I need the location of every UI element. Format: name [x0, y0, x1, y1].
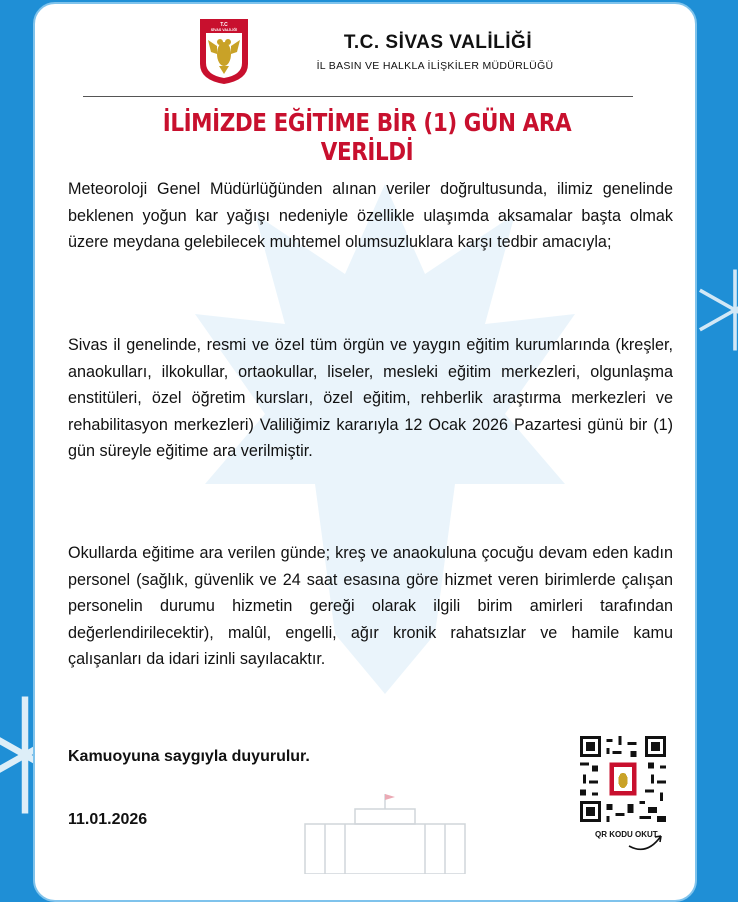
closing-text: Kamuoyuna saygıyla duyurulur. — [68, 748, 310, 765]
seal-bottom-text: SİVAS VALİLİĞİ — [210, 28, 238, 32]
seal-top-text: T.C — [220, 22, 228, 28]
qr-caption: QR KODU OKUT — [595, 830, 658, 839]
headline: İLİMİZDE EĞİTİME BİR (1) GÜN ARA VERİLDİ — [162, 108, 572, 166]
body-paragraph-1: Meteoroloji Genel Müdürlüğünden alınan veriler doğrultusunda, ilimiz genelinde beklenen yoğun kar yağışı nedeniyle özellikle ulaşımda aksamalar başta olmak üzere meydana gelebilecek muhtemel olumsuzluklara karşı tedbir amacıyla; — [68, 180, 673, 251]
institution-name: T.C. SİVAS VALİLİĞİ — [343, 32, 533, 53]
qr-code-icon[interactable] — [580, 736, 666, 822]
sivas-governorship-seal-icon — [197, 16, 251, 86]
snowflake-icon — [690, 250, 738, 370]
announcement-card — [33, 2, 697, 902]
body-paragraph-3: Okullarda eğitime ara verilen günde; kreş ve anaokuluna çocuğu devam eden kadın personel (sağlık, güvenlik ve 24 saat esasına göre hizmet veren birimlerde çalışan personelin durumu hizmetin gereği olarak ilgili birim amirleri tarafından değerlendirilecektir), malûl, engelli, ağır kronik rahatsızlar ve hamile kamu çalışanları da idari izinli sayılacaktır. — [68, 544, 673, 668]
government-building-icon — [285, 794, 485, 874]
header-divider — [83, 96, 633, 97]
body-paragraph-2: Sivas il genelinde, resmi ve özel tüm örgün ve yaygın eğitim kurumlarında (kreşler, anaokulları, ilkokullar, ortaokullar, liseler, mesleki eğitim merkezleri, olgunlaşma enstitüleri, özel öğretim kursları, özel eğitim, rehberlik araştırma merkezleri ve rehabilitasyon merkezleri) Valiliğimiz kararıyla 12 Ocak 2026 Pazartesi günü bir (1) gün süreyle eğitime ara verilmiştir. — [68, 336, 673, 460]
department-name: İL BASIN VE HALKLA İLİŞKİLER MÜDÜRLÜĞÜ — [316, 60, 554, 72]
curved-arrow-icon — [627, 826, 667, 856]
announcement-date: 11.01.2026 — [68, 811, 148, 828]
